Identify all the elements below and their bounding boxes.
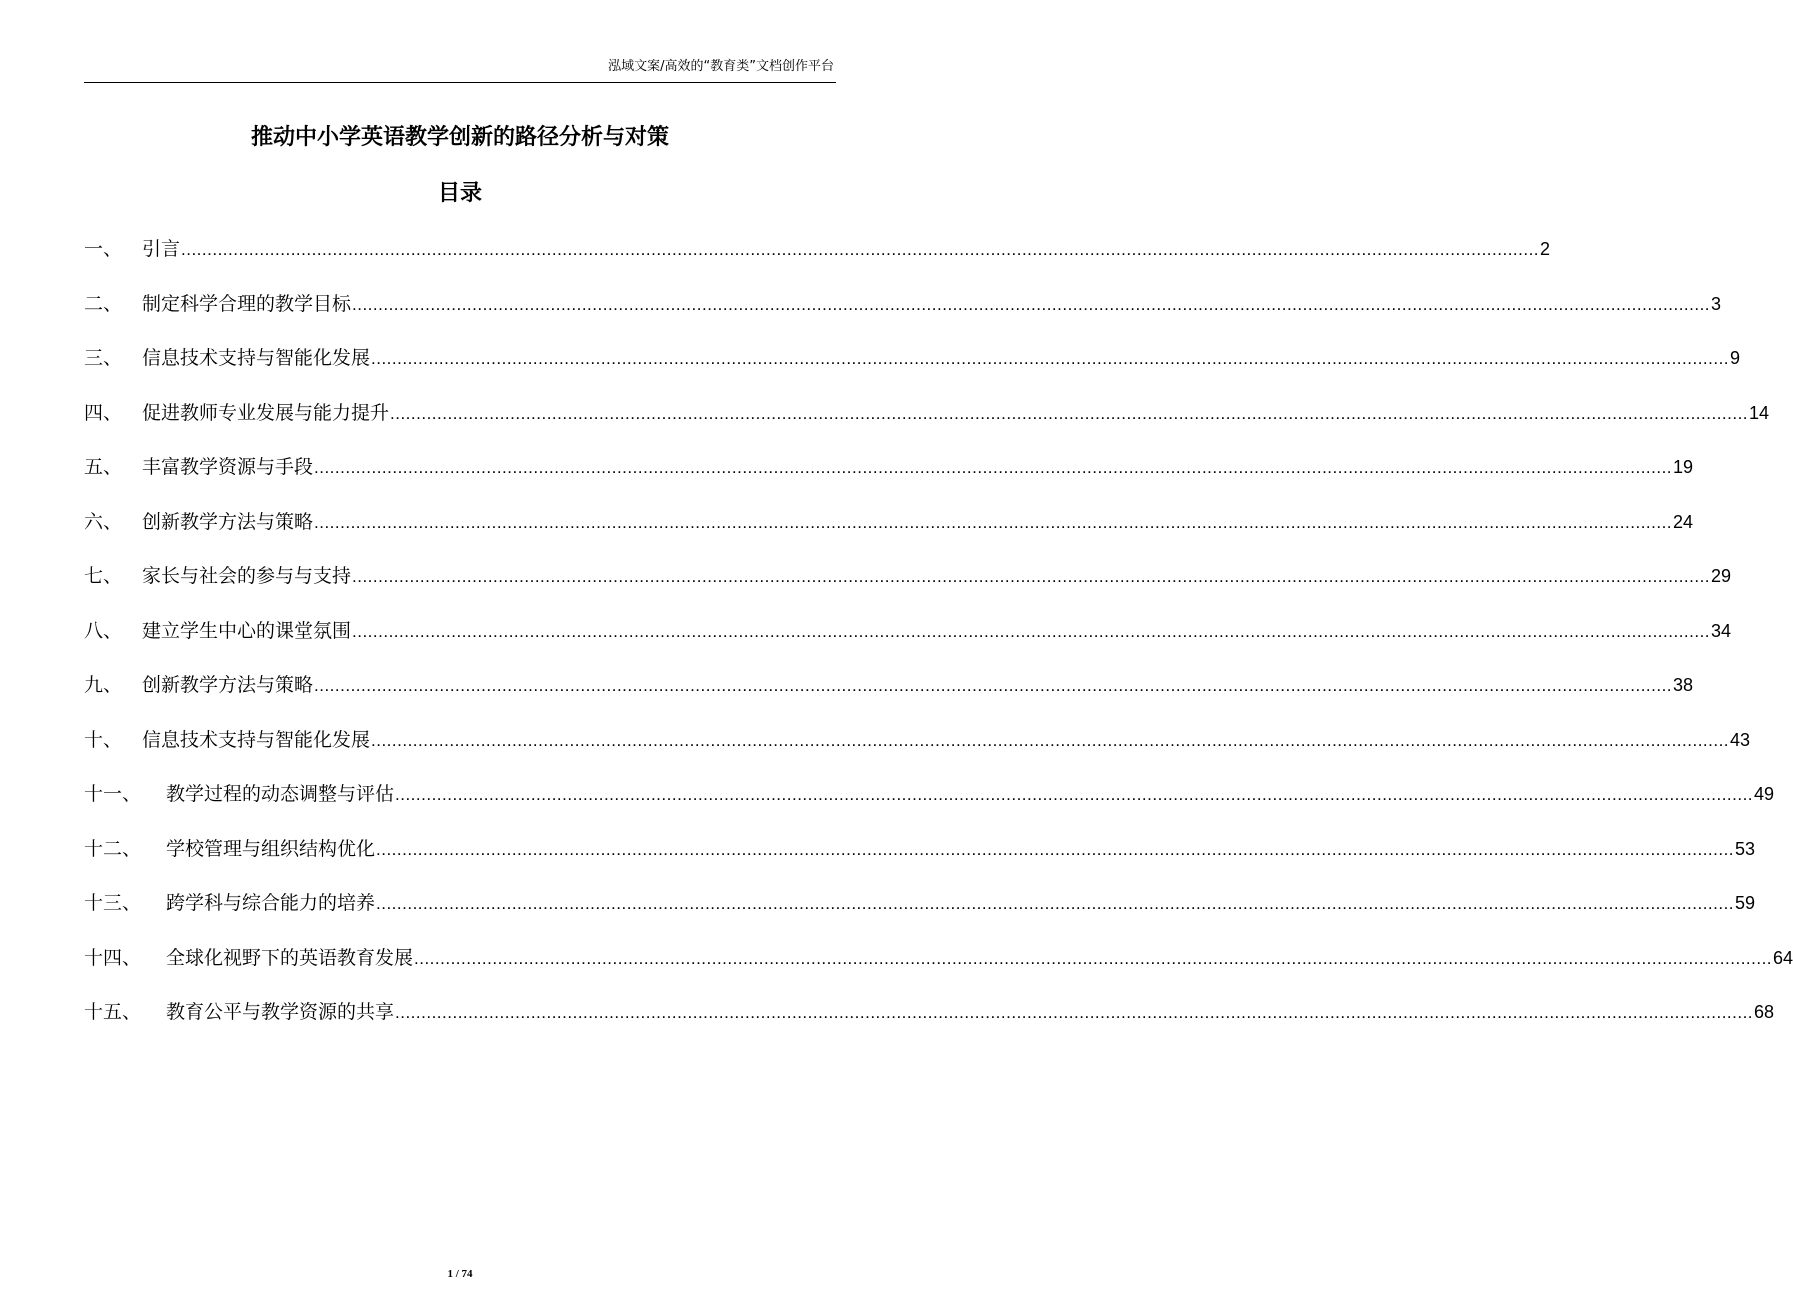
toc-entry[interactable]: [84, 886, 1756, 941]
toc-entry[interactable]: [84, 941, 1793, 996]
toc-entry-page: 2: [1540, 239, 1551, 259]
toc-dot-leader: ....................................................................................................................................................................................................................................................................: [352, 567, 1711, 586]
toc-entry[interactable]: [84, 614, 1732, 669]
toc-entry-title: 创新教学方法与策略: [142, 674, 314, 696]
toc-entry[interactable]: [84, 668, 1694, 723]
toc-entry-page: 14: [1749, 402, 1770, 423]
toc-entry[interactable]: [84, 396, 1770, 451]
toc-entry[interactable]: [84, 995, 1775, 1050]
toc-entry[interactable]: [84, 777, 1775, 832]
toc-entry-page: 9: [1730, 348, 1741, 368]
toc-entry[interactable]: [84, 232, 1551, 287]
toc-entry-title: 教育公平与教学资源的共享: [166, 1001, 395, 1023]
toc-entry-title: 促进教师专业发展与能力提升: [142, 401, 390, 424]
toc-dot-leader: ....................................................................................................................................................................................................................................................................: [352, 621, 1711, 641]
toc-entry-page: 24: [1673, 511, 1694, 532]
toc-entry-title: 建立学生中心的课堂氛围: [142, 619, 352, 642]
toc-entry-title: 信息技术支持与智能化发展: [142, 347, 371, 369]
toc-entry-number: 十二、: [84, 837, 142, 860]
toc-entry-title: 学校管理与组织结构优化: [166, 837, 376, 860]
toc-entry-number: 七、: [84, 565, 123, 587]
toc-entry[interactable]: [84, 505, 1694, 560]
toc-dot-leader: ....................................................................................................................................................................................................................................................................: [376, 839, 1735, 859]
toc-entry-number: 九、: [84, 674, 123, 696]
toc-heading: 目录: [437, 181, 482, 206]
toc-dot-leader: ....................................................................................................................................................................................................................................................................: [314, 512, 1673, 532]
toc-entry-title: 家长与社会的参与与支持: [142, 565, 352, 587]
toc-entry-number: 四、: [84, 401, 123, 424]
toc-entry-page: 64: [1773, 947, 1793, 968]
toc-entry-title: 创新教学方法与策略: [142, 510, 314, 533]
toc-entry-title: 教学过程的动态调整与评估: [166, 783, 395, 805]
toc-dot-leader: ....................................................................................................................................................................................................................................................................: [352, 294, 1711, 314]
page-header-text: 泓域文案/高效的“教育类”文档创作平台: [608, 59, 834, 74]
toc-dot-leader: ....................................................................................................................................................................................................................................................................: [314, 676, 1673, 695]
toc-entry-page: 38: [1673, 675, 1694, 695]
toc-entry-number: 八、: [84, 619, 123, 642]
toc-dot-leader: ....................................................................................................................................................................................................................................................................: [395, 785, 1754, 804]
toc-entry-number: 十、: [84, 728, 123, 751]
toc-entry-page: 53: [1735, 838, 1756, 859]
toc-entry-number: 二、: [84, 292, 123, 315]
toc-dot-leader: ....................................................................................................................................................................................................................................................................: [390, 403, 1749, 423]
toc-dot-leader: ....................................................................................................................................................................................................................................................................: [395, 1003, 1754, 1022]
toc-entry[interactable]: [84, 450, 1694, 505]
toc-entry[interactable]: [84, 341, 1741, 396]
toc-entry-page: 29: [1711, 566, 1732, 586]
toc-dot-leader: ....................................................................................................................................................................................................................................................................: [371, 730, 1730, 750]
toc-entry-title: 跨学科与综合能力的培养: [166, 892, 376, 914]
toc-entry-number: 十三、: [84, 892, 142, 914]
toc-entry-number: 十四、: [84, 946, 142, 969]
toc-entry-number: 十五、: [84, 1001, 142, 1023]
toc-dot-leader: ....................................................................................................................................................................................................................................................................: [376, 894, 1735, 913]
toc-entry-number: 五、: [84, 456, 123, 478]
toc-entry-number: 一、: [84, 238, 123, 260]
toc-entry-page: 3: [1711, 293, 1722, 314]
toc-dot-leader: ....................................................................................................................................................................................................................................................................: [414, 948, 1773, 968]
toc-entry-number: 六、: [84, 510, 123, 533]
document-title: 推动中小学英语教学创新的路径分析与对策: [250, 125, 669, 150]
toc-entry-page: 34: [1711, 620, 1732, 641]
toc-entry-title: 丰富教学资源与手段: [142, 456, 314, 478]
toc-entry-page: 19: [1673, 457, 1694, 477]
toc-entry-title: 制定科学合理的教学目标: [142, 292, 352, 315]
toc-entry[interactable]: [84, 832, 1756, 887]
toc-entry-title: 引言: [142, 238, 181, 260]
toc-entry[interactable]: [84, 723, 1751, 778]
toc-dot-leader: ....................................................................................................................................................................................................................................................................: [371, 349, 1730, 368]
toc-entry-page: 59: [1735, 893, 1756, 913]
toc-entry-page: 68: [1754, 1002, 1775, 1022]
toc-entry-page: 43: [1730, 729, 1751, 750]
toc-entry-number: 十一、: [84, 783, 142, 805]
toc-entry[interactable]: [84, 559, 1732, 614]
toc-dot-leader: ....................................................................................................................................................................................................................................................................: [181, 240, 1540, 259]
page-number-footer: 1 / 74: [447, 1268, 473, 1280]
header-divider: [84, 82, 836, 83]
toc-entry-number: 三、: [84, 347, 123, 369]
toc-dot-leader: ....................................................................................................................................................................................................................................................................: [314, 458, 1673, 477]
table-of-contents: [84, 232, 1793, 1050]
toc-entry[interactable]: [84, 287, 1722, 342]
toc-entry-page: 49: [1754, 784, 1775, 804]
toc-entry-title: 全球化视野下的英语教育发展: [166, 946, 414, 969]
toc-entry-title: 信息技术支持与智能化发展: [142, 728, 371, 751]
